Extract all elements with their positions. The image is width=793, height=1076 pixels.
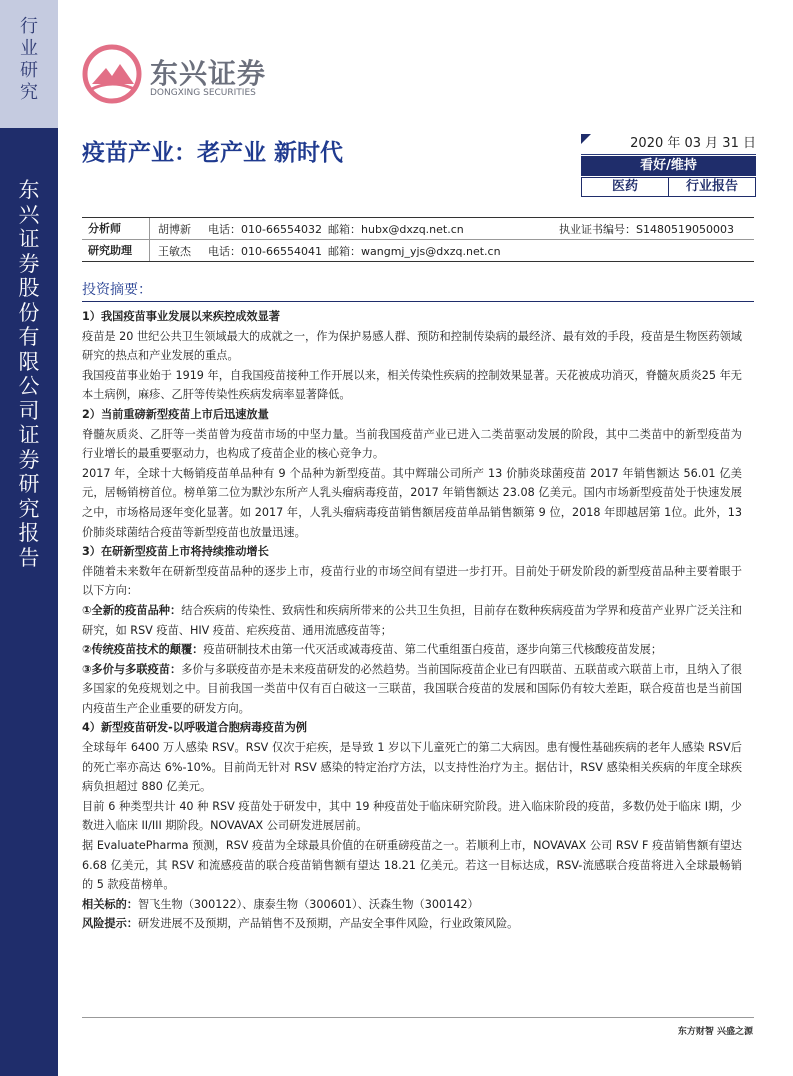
analyst-table [82,217,754,262]
summary-paragraph [82,660,742,719]
sidebar-bottom-block [0,128,58,1076]
analyst-name: 王敏杰 [158,244,191,258]
summary-paragraph: 据 EvaluatePharma 预测，RSV 疫苗为全球最具价值的在研重磅疫苗之一。若顺利上市，NOVAVAX 公司 RSV F 疫苗销售额有望达 6.68 亿美元，其 RSV 和流感疫苗的联合疫苗销售额有望达 18.21 亿美元。若这一目标达成，RSV-流感联合疫苗将进入全球最畅销的 5 款疫苗榜单。 [82,839,742,892]
report-info-box [581,134,756,197]
corner-triangle-icon [581,134,591,144]
summary-paragraph [82,895,742,915]
paragraph-body: 疫苗研制技术由第一代灭活或减毒疫苗、第二代重组蛋白疫苗，逐步向第三代核酸疫苗发展； [203,643,663,657]
summary-paragraph: 脊髓灰质炎、乙肝等一类苗曾为疫苗市场的中坚力量。当前我国疫苗产业已进入二类苗驱动发展的阶段，其中二类苗中的新型疫苗为行业增长的最重要驱动力，也构成了疫苗企业的核心竞争力。 [82,427,742,461]
paragraph-lead: ①全新的疫苗品种： [82,603,182,617]
analyst-email: 邮箱：wangmj_yjs@dxzq.net.cn [328,244,501,258]
paragraph-lead: 相关标的： [82,897,138,911]
logo-mark-icon [82,44,144,104]
footer-divider [82,1017,754,1018]
logo-chinese-name: 东兴证券 [150,57,267,90]
section-heading: 1）我国疫苗事业发展以来疾控成效显著 [82,310,280,323]
analyst-name: 胡博新 [158,222,191,236]
summary-paragraph: 疫苗是 20 世纪公共卫生领域最大的成就之一，作为保护易感人群、预防和控制传染病的最经济、最有效的手段，疫苗是生物医药领域研究的热点和产业发展的重点。 [82,329,742,363]
sidebar-bottom-label: 东兴证券股份有限公司证券研究报告 [18,178,40,570]
paragraph-body: 多价与多联疫苗亦是未来疫苗研发的必然趋势。当前国际疫苗企业已有四联苗、五联苗或六联苗上市，且纳入了很多国家的免疫规划之中。目前我国一类苗中仅有百白破这一三联苗，我国联合疫苗的发展和国际仍有较大差距，联合疫苗也是当前国内疫苗生产企业重要的研发方向。 [82,662,742,715]
summary-paragraph: 目前 6 种类型共计 40 种 RSV 疫苗处于研发中，其中 19 种疫苗处于临床研究阶段。进入临床阶段的疫苗，多数仍处于临床 I期，少数进入临床 II/III 期阶段。NOVAVAX 公司研发进展居前。 [82,799,742,833]
analyst-row [82,239,754,261]
report-date-row [581,134,756,155]
footer-slogan: 东方财智 兴盛之源 [677,1027,753,1037]
paragraph-lead: 风险提示： [82,917,138,931]
analyst-row [82,218,754,239]
analyst-cert: 执业证书编号：S1480519050003 [559,222,734,236]
paragraph-body: 研发进展不及预期，产品销售不及预期，产品安全事件风险，行业政策风险。 [137,917,519,931]
sector-tag: 医药 [581,177,669,197]
summary-content [82,307,742,934]
report-date: 2020 年 03 月 31 日 [630,136,756,151]
paragraph-lead: ③多价与多联疫苗： [82,662,182,676]
analyst-role: 研究助理 [82,240,150,261]
summary-paragraph: 全球每年 6400 万人感染 RSV。RSV 仅次于疟疾，是导致 1 岁以下儿童死亡的第二大病因。患有慢性基础疾病的老年人感染 RSV后的死亡率亦高达 6%-10%。目前尚无针对 RSV 感染的特定治疗方法，以支持性治疗为主。据估计，RSV 感染相关疾病的年度全球疾病负担超过 880 亿美元。 [82,741,742,794]
summary-paragraph [82,640,742,660]
paragraph-body: 智飞生物（300122）、康泰生物（300601）、沃森生物（300142） [137,897,479,911]
company-logo [82,44,292,104]
section-heading: 4）新型疫苗研发-以呼吸道合胞病毒疫苗为例 [82,721,307,735]
summary-paragraph: 我国疫苗事业始于 1919 年，自我国疫苗接种工作开展以来，相关传染性疾病的控制效果显著。天花被成功消灭，脊髓灰质炎25 年无本土病例，麻疹、乙肝等传染性疾病发病率显著降低。 [82,368,742,402]
summary-paragraph [82,601,742,640]
rating-badge: 看好/维持 [581,156,756,176]
section-heading: 2）当前重磅新型疫苗上市后迅速放量 [82,407,269,421]
summary-title: 投资摘要： [82,282,152,298]
summary-paragraph: 伴随着未来数年在研新型疫苗品种的逐步上市，疫苗行业的市场空间有望进一步打开。目前处于研发阶段的新型疫苗品种主要着眼于以下方向： [82,564,742,598]
analyst-role: 分析师 [82,218,150,239]
summary-divider [82,301,754,302]
logo-english-name: DONGXING SECURITIES [150,88,256,98]
section-heading: 3）在研新型疫苗上市将持续推动增长 [82,545,269,559]
analyst-phone: 电话：010-66554041 [208,244,322,258]
summary-paragraph [82,914,742,934]
sidebar-top-block [0,0,58,128]
report-type-tag: 行业报告 [669,177,756,197]
summary-paragraph: 2017 年，全球十大畅销疫苗单品种有 9 个品种为新型疫苗。其中辉瑞公司所产 13 价肺炎球菌疫苗 2017 年销售额达 56.01 亿美元，居畅销榜首位。榜单第二位为默沙东所产人乳头瘤病毒疫苗，2017 年销售额达 23.08 亿美元。国内市场新型疫苗处于快速发展之中，市场格局逐年变化显著。如 2017 年，人乳头瘤病毒疫苗销售额居疫苗单品销售额第 9 位，2018 年即越居第 1位。此外，13 价肺炎球菌结合疫苗等新型疫苗也放量迅速。 [82,466,742,539]
paragraph-body: 结合疾病的传染性、致病性和疾病所带来的公共卫生负担，目前存在数种疾病疫苗为学界和疫苗产业界广泛关注和研究，如 RSV 疫苗、HIV 疫苗、疟疾疫苗、通用流感疫苗等； [82,603,742,637]
paragraph-lead: ②传统疫苗技术的颠覆： [82,643,204,657]
report-title: 疫苗产业：老产业 新时代 [82,140,344,166]
sidebar-top-label: 行业研究 [20,16,38,103]
analyst-email: 邮箱：hubx@dxzq.net.cn [328,222,464,236]
analyst-phone: 电话：010-66554032 [208,222,322,236]
